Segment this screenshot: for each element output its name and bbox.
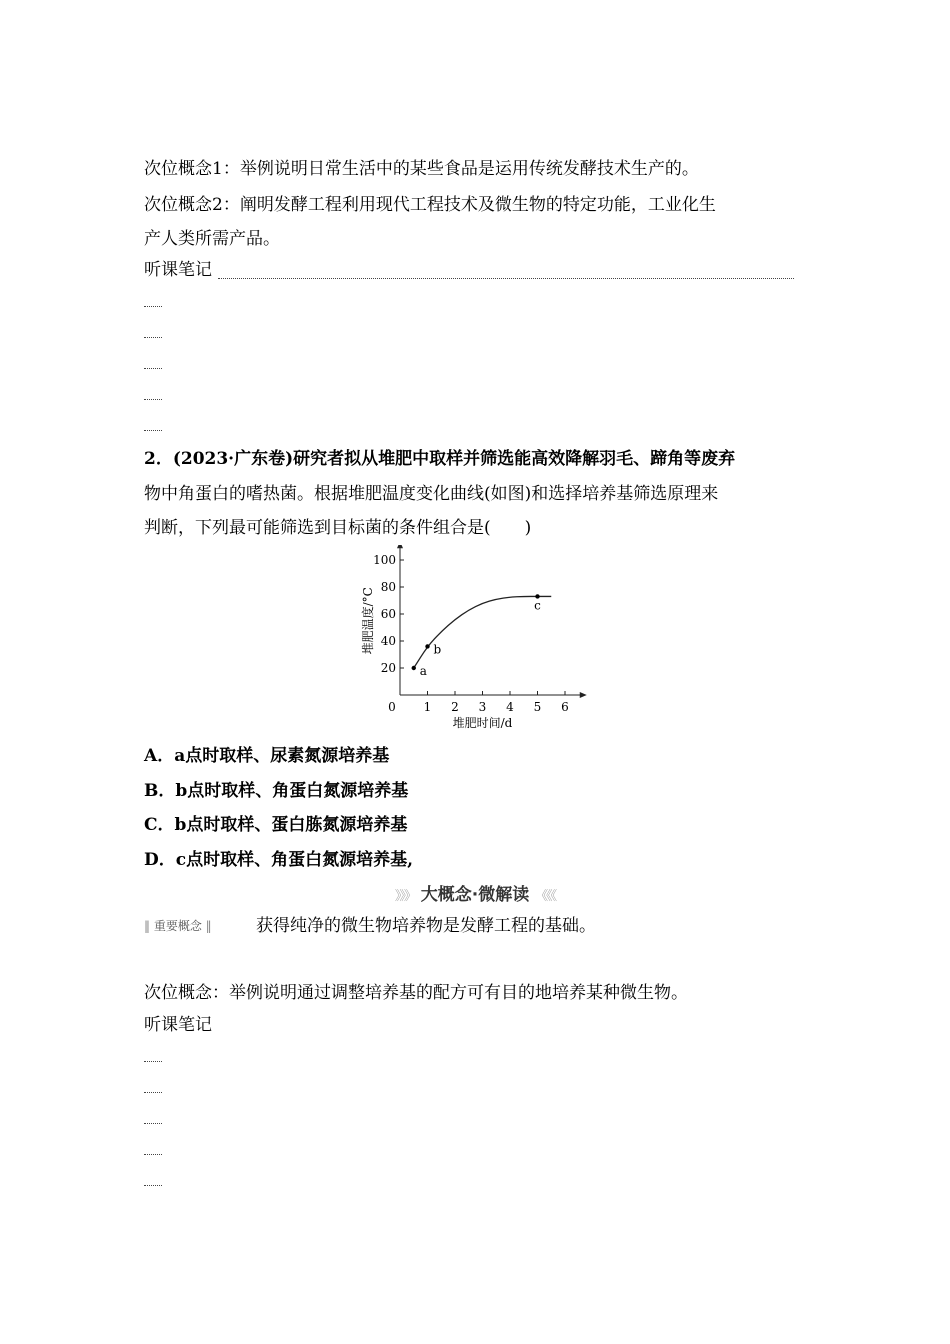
question-line-2: 物中角蛋白的嗜热菌。根据堆肥温度变化曲线(如图)和选择培养基筛选原理来 [144,484,719,504]
tag-bar-left: ‖ [144,919,150,933]
option-a: A．a点时取样、尿素氮源培养基 [144,746,390,766]
sub-concept-2-line1: 次位概念2：阐明发酵工程利用现代工程技术及微生物的特定功能，工业化生 [144,195,716,215]
y-tick-label: 20 [380,661,396,675]
important-concept-text: 获得纯净的微生物培养物是发酵工程的基础。 [256,916,596,936]
option-c: C．b点时取样、蛋白胨氮源培养基 [144,815,408,835]
y-tick-label: 40 [380,634,396,648]
banner-arrows-right: 《《《 [535,889,556,904]
notes-label-2: 听课笔记 [144,1015,212,1035]
notes-dots [144,368,162,369]
notes-dots [144,306,162,307]
point-label-c: c [534,598,541,613]
notes-dots [144,1185,162,1186]
banner-title: 大概念·微解读 [420,885,530,905]
notes-dots [144,430,162,431]
sub-concept-2-line2: 产人类所需产品。 [144,229,280,249]
notes-dots [144,337,162,338]
notes-dots [144,1092,162,1093]
sub-concept-1: 次位概念1：举例说明日常生活中的某些食品是运用传统发酵技术生产的。 [144,159,699,179]
notes-rule [218,278,794,279]
notes-label: 听课笔记 [144,260,212,280]
tag-label: 重要概念 [153,919,202,933]
sub-concept: 次位概念：举例说明通过调整培养基的配方可有目的地培养某种微生物。 [144,983,688,1003]
x-tick-label: 6 [561,700,569,714]
y-tick-label: 60 [380,607,396,621]
chart-ticks [373,553,569,714]
x-tick-label: 2 [451,700,459,714]
important-concept-tag [144,917,212,935]
question-line-3: 判断，下列最可能筛选到目标菌的条件组合是( ) [144,518,532,538]
x-tick-label: 5 [533,700,542,714]
x-axis-label: 堆肥时间/d [452,716,513,730]
notes-dots [144,1154,162,1155]
question-line-1: 2．(2023·广东卷)研究者拟从堆肥中取样并筛选能高效降解羽毛、蹄角等废弃 [144,449,736,469]
section-banner [0,880,950,905]
point-a [412,666,416,670]
option-b: B．b点时取样、角蛋白氮源培养基 [144,781,409,801]
point-label-b: b [433,642,442,657]
tag-bar-right: ‖ [205,919,212,933]
compost-temperature-chart [350,545,600,730]
banner-arrows-left: 》》》 [394,889,415,904]
notes-dots [144,1061,162,1062]
x-axis-arrow [580,692,587,698]
y-tick-label: 80 [380,580,396,594]
y-axis-arrow [397,545,403,548]
notes-dots [144,399,162,400]
x-tick-label: 4 [506,700,514,714]
y-tick-label: 100 [373,553,396,567]
point-b [425,644,429,648]
x-tick-label: 0 [388,700,396,714]
x-tick-label: 3 [478,700,487,714]
temperature-curve [414,596,552,668]
notes-dots [144,1123,162,1124]
point-label-a: a [419,664,427,678]
option-d: D．c点时取样、角蛋白氮源培养基, [144,850,414,870]
x-tick-label: 1 [423,700,432,714]
y-axis-label: 堆肥温度/°C [361,587,375,655]
